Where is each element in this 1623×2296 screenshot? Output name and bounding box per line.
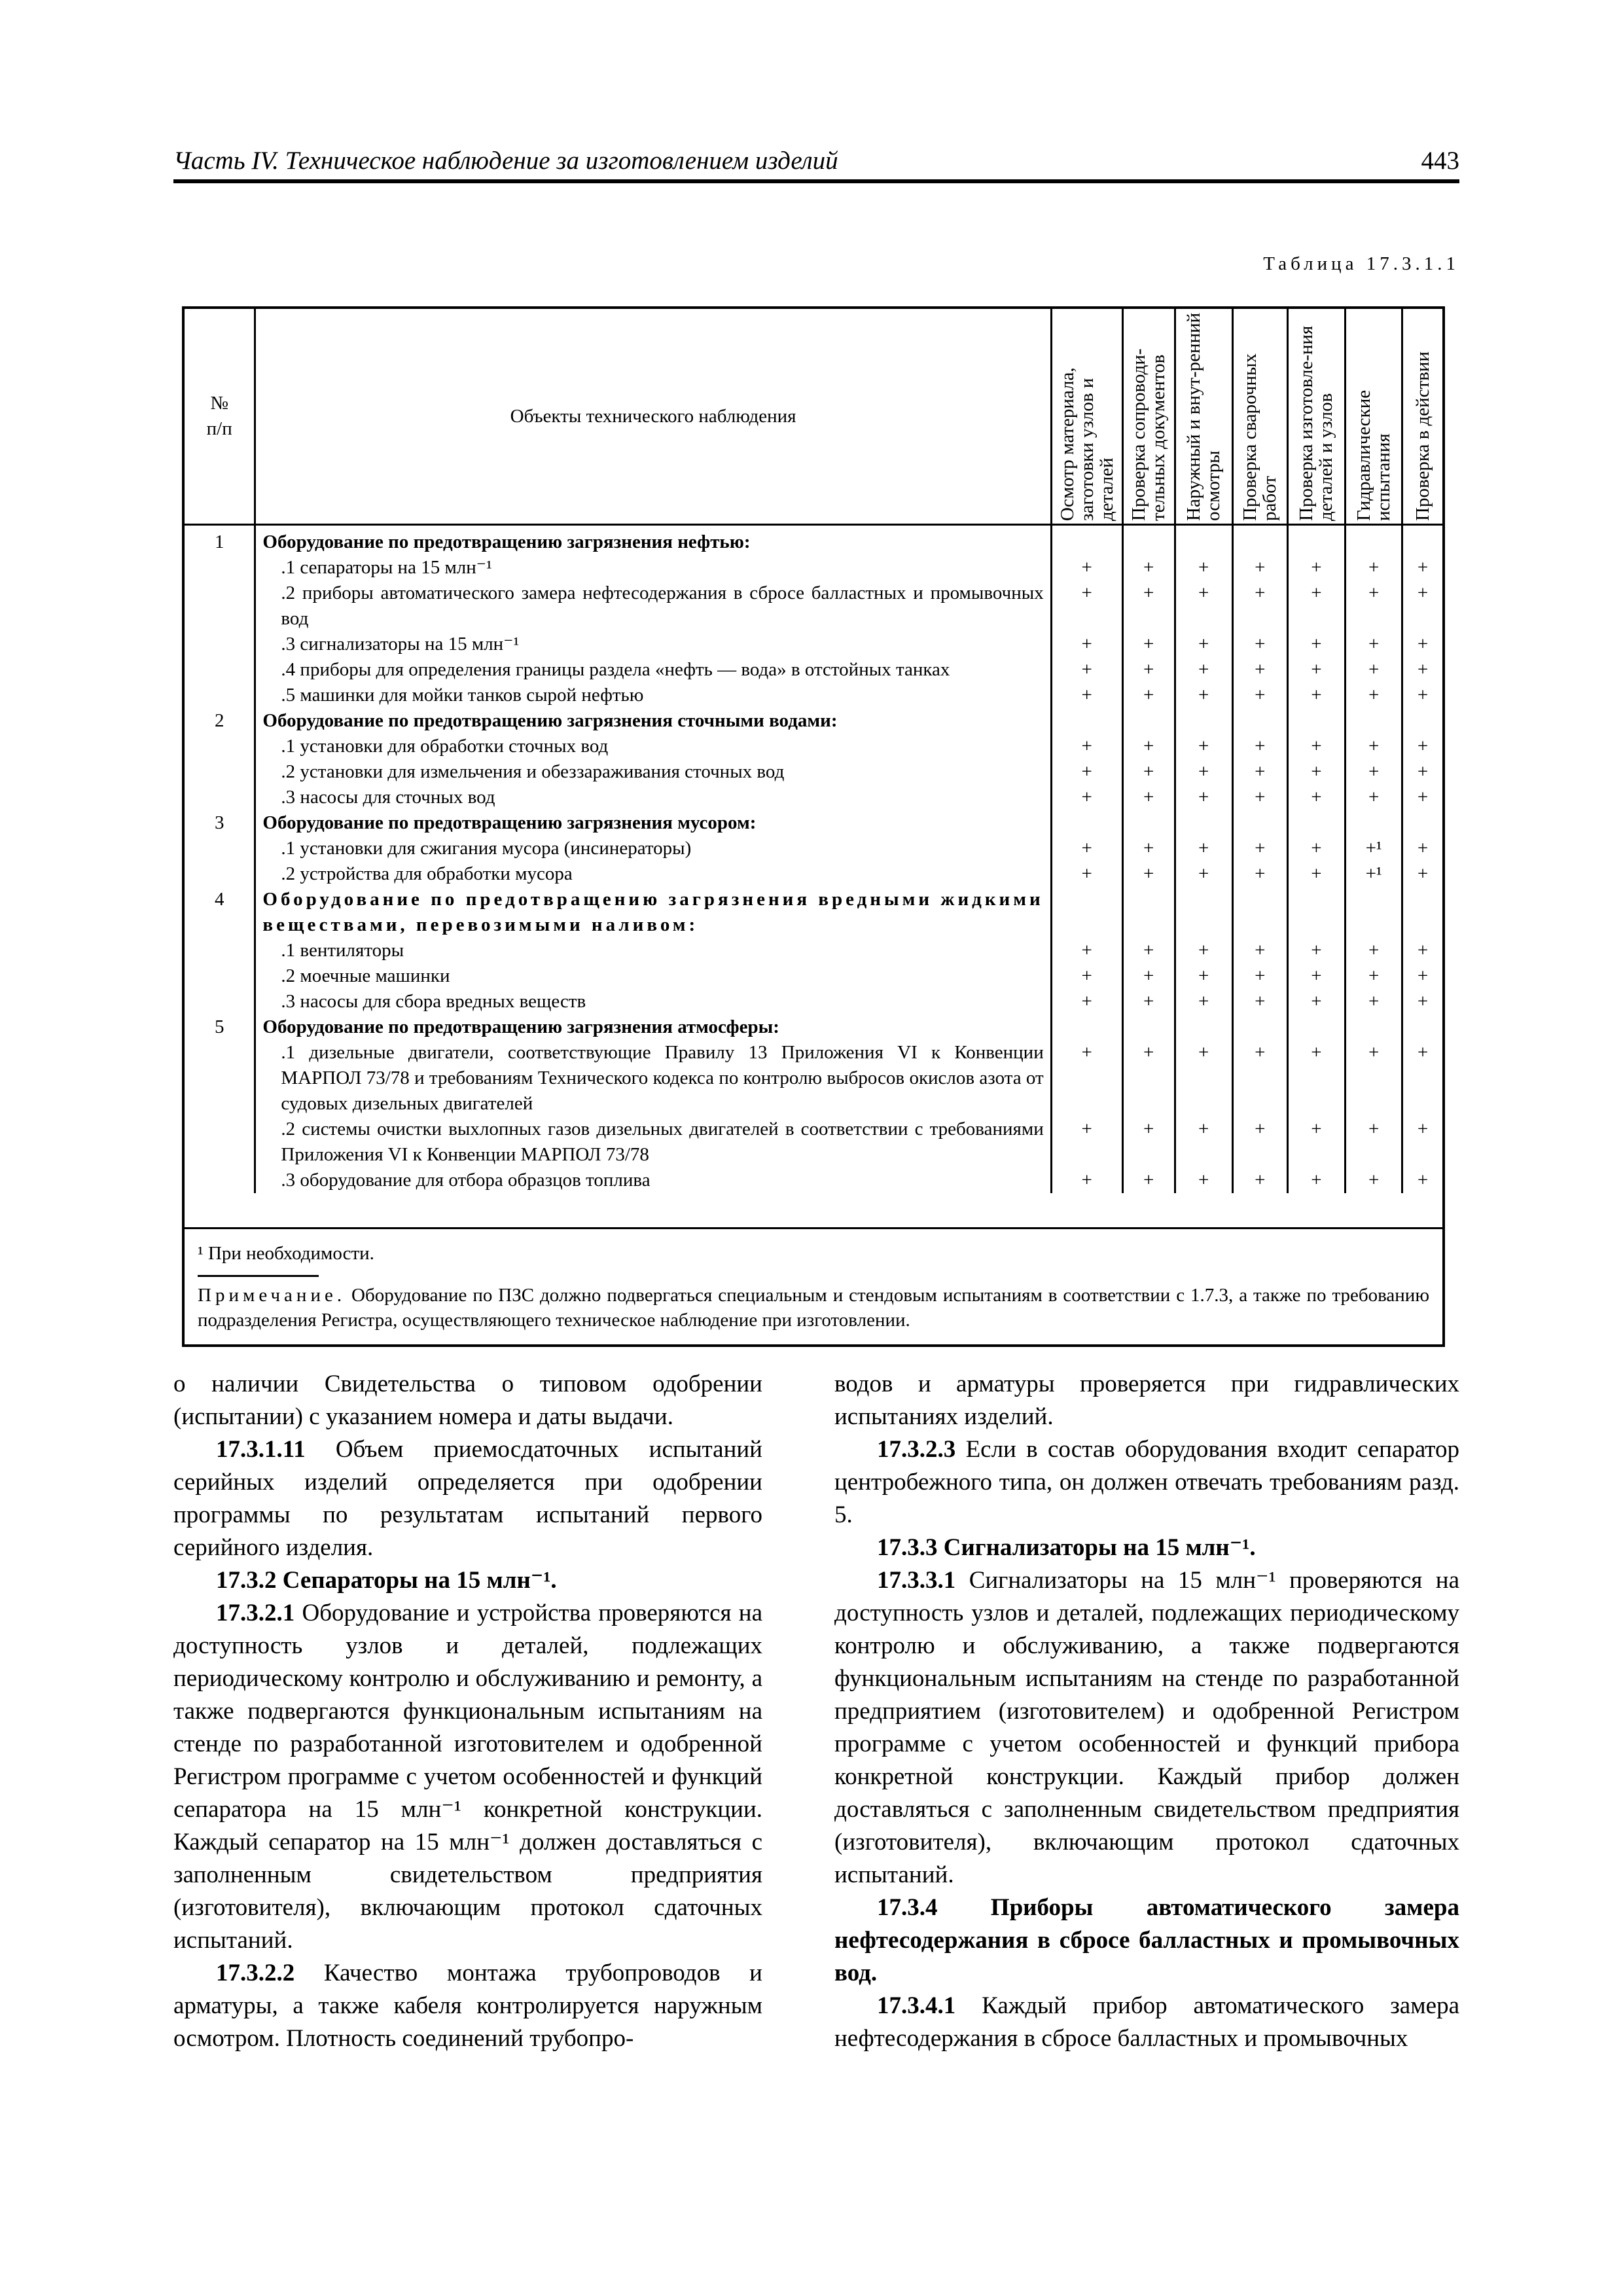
check-mark (1122, 708, 1175, 734)
check-mark (1051, 1014, 1122, 1040)
item-text: .1 установки для обработки сточных вод (255, 734, 1051, 759)
table-row (185, 1117, 1442, 1168)
table-row (185, 810, 1442, 836)
check-mark: + (1051, 555, 1122, 581)
item-text: .2 моечные машинки (255, 963, 1051, 989)
table-row (185, 1014, 1442, 1040)
row-number: 4 (214, 889, 224, 910)
row-number: 5 (214, 1016, 224, 1037)
paragraph (834, 1433, 1459, 1532)
paragraph (173, 1957, 762, 2055)
check-mark: + (1287, 938, 1345, 963)
col-header-check-3-text: Наружный и внут-ренний осмотры (1183, 312, 1224, 521)
paragraph-text: Качество монтажа трубопроводов и арматуры, а также кабеля контролируется наружным осмотром. Плотность соединений трубопро- (173, 1960, 762, 2052)
check-mark: + (1122, 785, 1175, 810)
group-title: Оборудование по предотвращению загрязнения нефтью: (255, 525, 1051, 556)
check-mark: + (1232, 632, 1287, 657)
check-mark (1232, 810, 1287, 836)
check-mark (1402, 810, 1442, 836)
check-mark: + (1287, 1168, 1345, 1193)
table-row (185, 963, 1442, 989)
check-mark: + (1232, 861, 1287, 887)
check-mark: + (1232, 938, 1287, 963)
check-mark: + (1232, 1117, 1287, 1168)
section-heading: 17.3.3 Сигнализаторы на 15 млн⁻¹. (877, 1534, 1256, 1561)
check-mark (1122, 810, 1175, 836)
row-number: 3 (214, 812, 224, 833)
check-mark: + (1175, 938, 1232, 963)
check-mark (1232, 1014, 1287, 1040)
item-text: .2 устройства для обработки мусора (255, 861, 1051, 887)
check-mark (1175, 887, 1232, 938)
objects-table (185, 309, 1442, 1193)
table-row (185, 525, 1442, 556)
check-mark: + (1051, 657, 1122, 683)
check-mark: + (1122, 555, 1175, 581)
check-mark: + (1287, 759, 1345, 785)
clause-number: 17.3.2.3 (877, 1436, 956, 1463)
check-mark: + (1232, 657, 1287, 683)
check-mark: + (1051, 938, 1122, 963)
col-header-check-6-text: Гидравлические испытания (1353, 389, 1395, 521)
check-mark: + (1287, 861, 1345, 887)
check-mark: + (1122, 1168, 1175, 1193)
check-mark: + (1232, 683, 1287, 708)
item-text: .1 вентиляторы (255, 938, 1051, 963)
item-text: .1 дизельные двигатели, соответствующие Правилу 13 Приложения VI к Конвенции МАРПОЛ 73/78 и требованиям Технического кодекса по контролю выбросов окислов азота от судовых дизельных двигателей (255, 1040, 1051, 1117)
table-notes (185, 1227, 1442, 1344)
group-title: Оборудование по предотвращению загрязнения мусором: (255, 810, 1051, 836)
table-row (185, 1168, 1442, 1193)
col-header-check-6 (1346, 309, 1402, 525)
check-mark: + (1287, 683, 1345, 708)
check-mark: + (1402, 1117, 1442, 1168)
col-header-check-2-text: Проверка сопроводи-тельных документов (1128, 348, 1169, 521)
check-mark (1051, 887, 1122, 938)
check-mark (1232, 525, 1287, 556)
check-mark: + (1287, 989, 1345, 1014)
check-mark: + (1122, 581, 1175, 632)
table-row (185, 581, 1442, 632)
row-number (185, 555, 255, 581)
check-mark: + (1346, 989, 1402, 1014)
row-number (185, 861, 255, 887)
check-mark: + (1122, 632, 1175, 657)
check-mark: + (1346, 683, 1402, 708)
check-mark: + (1402, 632, 1442, 657)
col-header-check-5-text: Проверка изготовле-ния деталей и узлов (1296, 325, 1337, 521)
item-text: .3 насосы для сбора вредных веществ (255, 989, 1051, 1014)
check-mark: +¹ (1346, 836, 1402, 861)
check-mark (1287, 525, 1345, 556)
paragraph-text: Оборудование и устройства проверяются на доступность узлов и деталей, подлежащих периодическому контролю и обслуживанию и ремонту, а также подвергаются функциональным испытаниям на стенде по разработанной изготовителем и одобренной Регистром программе с учетом особенностей и функций сепаратора на 15 млн⁻¹ конкретной конструкции. Каждый сепаратор на 15 млн⁻¹ должен доставляться с заполненным свидетельством предприятия (изготовителя), включающим протокол сдаточных испытаний. (173, 1600, 762, 1954)
item-text: .5 машинки для мойки танков сырой нефтью (255, 683, 1051, 708)
table-row (185, 785, 1442, 810)
check-mark (1346, 887, 1402, 938)
item-text: .1 сепараторы на 15 млн⁻¹ (255, 555, 1051, 581)
check-mark (1287, 1014, 1345, 1040)
check-mark: + (1051, 683, 1122, 708)
paragraph (173, 1597, 762, 1957)
check-mark: + (1122, 836, 1175, 861)
check-mark: + (1051, 581, 1122, 632)
check-mark: + (1402, 555, 1442, 581)
check-mark: + (1175, 734, 1232, 759)
check-mark (1346, 525, 1402, 556)
item-text: .3 оборудование для отбора образцов топлива (255, 1168, 1051, 1193)
check-mark: + (1175, 1168, 1232, 1193)
table-row (185, 555, 1442, 581)
col-header-check-4 (1232, 309, 1287, 525)
col-header-check-5 (1287, 309, 1345, 525)
item-text: .2 приборы автоматического замера нефтесодержания в сбросе балластных и промывочных вод (255, 581, 1051, 632)
table-row (185, 887, 1442, 938)
check-mark: + (1232, 555, 1287, 581)
row-number (185, 1040, 255, 1117)
check-mark (1175, 1014, 1232, 1040)
table-row (185, 708, 1442, 734)
row-number (185, 581, 255, 632)
check-mark: + (1346, 759, 1402, 785)
check-mark: + (1232, 734, 1287, 759)
col-header-objects: Объекты технического наблюдения (255, 309, 1051, 525)
check-mark: + (1122, 963, 1175, 989)
note-text: Оборудование по ПЗС должно подвергаться специальным и стендовым испытаниям в соответствии с 1.7.3, а также по требованию подразделения Регистра, осуществляющего техническое наблюдение при изготовлении. (198, 1285, 1429, 1331)
page-number: 443 (1421, 147, 1459, 175)
check-mark: + (1175, 785, 1232, 810)
check-mark: + (1402, 759, 1442, 785)
group-title: Оборудование по предотвращению загрязнения вредными жидкими веществами, перевозимыми наливом: (255, 887, 1051, 938)
check-mark: + (1346, 938, 1402, 963)
row-number: 1 (214, 531, 224, 552)
group-title: Оборудование по предотвращению загрязнения атмосферы: (255, 1014, 1051, 1040)
item-text: .1 установки для сжигания мусора (инсинераторы) (255, 836, 1051, 861)
check-mark (1402, 887, 1442, 938)
check-mark: + (1346, 555, 1402, 581)
table-row (185, 683, 1442, 708)
table-row (185, 632, 1442, 657)
section-heading: 17.3.4 Приборы автоматического замера нефтесодержания в сбросе балластных и промывочных вод. (834, 1894, 1459, 1986)
col-header-num: № п/п (185, 309, 255, 525)
table-row (185, 938, 1442, 963)
check-mark: + (1122, 861, 1175, 887)
row-number (185, 734, 255, 759)
table-row (185, 989, 1442, 1014)
item-text: .3 насосы для сточных вод (255, 785, 1051, 810)
check-mark: + (1402, 836, 1442, 861)
table-row (185, 759, 1442, 785)
check-mark: + (1232, 1040, 1287, 1117)
check-mark (1232, 887, 1287, 938)
check-mark: + (1051, 734, 1122, 759)
row-number (185, 683, 255, 708)
footnote: ¹ При необходимости. (198, 1243, 374, 1264)
check-mark: + (1051, 836, 1122, 861)
clause-number: 17.3.1.11 (216, 1436, 306, 1463)
row-number (185, 989, 255, 1014)
check-mark: + (1402, 861, 1442, 887)
item-text: .3 сигнализаторы на 15 млн⁻¹ (255, 632, 1051, 657)
paragraph-text: о наличии Свидетельства о типовом одобрении (испытании) с указанием номера и даты выдачи. (173, 1371, 762, 1430)
footnote-rule (198, 1275, 319, 1277)
item-text: .4 приборы для определения границы раздела «нефть — вода» в отстойных танках (255, 657, 1051, 683)
paragraph (173, 1433, 762, 1564)
paragraph (834, 1564, 1459, 1892)
check-mark (1346, 1014, 1402, 1040)
check-mark: + (1346, 1117, 1402, 1168)
check-mark (1051, 708, 1122, 734)
table-row (185, 836, 1442, 861)
check-mark: + (1346, 1040, 1402, 1117)
row-number (185, 963, 255, 989)
paragraph-text: Объем приемосдаточных испытаний серийных изделий определяется при одобрении программы по результатам испытаний первого серийного изделия. (173, 1436, 762, 1561)
check-mark: + (1232, 1168, 1287, 1193)
paragraph-text: водов и арматуры проверяется при гидравлических испытаниях изделий. (834, 1371, 1459, 1430)
check-mark: + (1175, 581, 1232, 632)
check-mark: + (1122, 683, 1175, 708)
check-mark: + (1287, 657, 1345, 683)
table-body (185, 525, 1442, 1194)
row-number (185, 759, 255, 785)
item-text: .2 системы очистки выхлопных газов дизельных двигателей в соответствии с требованиями Приложения VI к Конвенции МАРПОЛ 73/78 (255, 1117, 1051, 1168)
check-mark: + (1175, 657, 1232, 683)
check-mark: + (1175, 759, 1232, 785)
group-title: Оборудование по предотвращению загрязнения сточными водами: (255, 708, 1051, 734)
paragraph-text: Сигнализаторы на 15 млн⁻¹ проверяются на доступность узлов и деталей, подлежащих периодическому контролю и обслуживанию, а также подвергаются функциональным испытаниям на стенде по разработанной предприятием (изготовителем) и одобренной Регистром программе с учетом особенностей и функций прибора конкретной конструкции. Каждый прибор должен доставляться с заполненным свидетельством предприятия (изготовителя), включающим протокол сдаточных испытаний. (834, 1567, 1459, 1888)
check-mark (1402, 525, 1442, 556)
check-mark (1287, 887, 1345, 938)
check-mark: + (1051, 1168, 1122, 1193)
check-mark: + (1287, 632, 1345, 657)
running-header (173, 143, 1459, 183)
check-mark: + (1175, 963, 1232, 989)
check-mark: + (1402, 785, 1442, 810)
table-row (185, 734, 1442, 759)
check-mark: + (1287, 785, 1345, 810)
table-row (185, 657, 1442, 683)
check-mark (1175, 708, 1232, 734)
row-number (185, 657, 255, 683)
check-mark: + (1051, 861, 1122, 887)
left-text-column (173, 1368, 762, 2055)
check-mark: + (1051, 632, 1122, 657)
check-mark: + (1346, 581, 1402, 632)
check-mark: + (1232, 963, 1287, 989)
check-mark: + (1232, 759, 1287, 785)
check-mark: + (1051, 1117, 1122, 1168)
check-mark: + (1232, 785, 1287, 810)
check-mark: + (1232, 836, 1287, 861)
row-number (185, 632, 255, 657)
check-mark: + (1051, 963, 1122, 989)
check-mark (1175, 525, 1232, 556)
check-mark: + (1122, 734, 1175, 759)
row-number (185, 785, 255, 810)
check-mark: + (1287, 1040, 1345, 1117)
paragraph (834, 1368, 1459, 1433)
check-mark (1346, 810, 1402, 836)
section-heading: 17.3.2 Сепараторы на 15 млн⁻¹. (216, 1567, 557, 1594)
check-mark: + (1346, 632, 1402, 657)
check-mark: + (1122, 938, 1175, 963)
paragraph-text: Если в состав оборудования входит сепаратор центробежного типа, он должен отвечать требованиям разд. 5. (834, 1436, 1459, 1528)
check-mark (1287, 708, 1345, 734)
check-mark: + (1287, 963, 1345, 989)
check-mark: + (1346, 657, 1402, 683)
check-mark: + (1051, 989, 1122, 1014)
check-mark: + (1287, 734, 1345, 759)
check-mark: + (1402, 581, 1442, 632)
clause-number: 17.3.3.1 (877, 1567, 956, 1594)
check-mark: + (1175, 836, 1232, 861)
check-mark: + (1402, 938, 1442, 963)
check-mark (1051, 525, 1122, 556)
row-number (185, 1168, 255, 1193)
check-mark: + (1402, 963, 1442, 989)
note-label: Примечание. (198, 1285, 346, 1306)
check-mark: + (1232, 989, 1287, 1014)
right-text-column (834, 1368, 1459, 2055)
check-mark: + (1346, 1168, 1402, 1193)
header-title: Часть IV. Техническое наблюдение за изготовлением изделий (173, 147, 838, 175)
check-mark: +¹ (1346, 861, 1402, 887)
item-text: .2 установки для измельчения и обеззараживания сточных вод (255, 759, 1051, 785)
check-mark: + (1346, 785, 1402, 810)
check-mark: + (1175, 861, 1232, 887)
check-mark (1175, 810, 1232, 836)
check-mark (1122, 887, 1175, 938)
row-number (185, 938, 255, 963)
check-mark (1287, 810, 1345, 836)
check-mark: + (1346, 963, 1402, 989)
check-mark: + (1051, 1040, 1122, 1117)
check-mark: + (1402, 1040, 1442, 1117)
check-mark: + (1175, 1117, 1232, 1168)
check-mark (1051, 810, 1122, 836)
check-mark: + (1287, 1117, 1345, 1168)
check-mark (1402, 708, 1442, 734)
row-number (185, 836, 255, 861)
check-mark: + (1402, 989, 1442, 1014)
col-header-check-1-text: Осмотр материала, заготовки узлов и деталей (1056, 367, 1117, 521)
check-mark: + (1122, 1117, 1175, 1168)
clause-number: 17.3.2.1 (216, 1600, 295, 1626)
check-mark: + (1175, 632, 1232, 657)
table-caption: Таблица 17.3.1.1 (1263, 253, 1459, 274)
check-mark: + (1402, 683, 1442, 708)
check-mark: + (1122, 657, 1175, 683)
check-mark (1122, 1014, 1175, 1040)
check-mark: + (1175, 1040, 1232, 1117)
check-mark: + (1402, 734, 1442, 759)
check-mark: + (1051, 759, 1122, 785)
check-mark: + (1402, 657, 1442, 683)
col-header-check-2 (1122, 309, 1175, 525)
paragraph (173, 1368, 762, 1433)
check-mark: + (1287, 555, 1345, 581)
objects-table-frame (182, 306, 1445, 1347)
row-number (185, 1117, 255, 1168)
col-header-check-4-text: Проверка сварочных работ (1240, 353, 1281, 521)
check-mark (1346, 708, 1402, 734)
check-mark: + (1122, 989, 1175, 1014)
col-header-check-3 (1175, 309, 1232, 525)
check-mark (1122, 525, 1175, 556)
col-header-check-1 (1051, 309, 1122, 525)
check-mark (1402, 1014, 1442, 1040)
clause-number: 17.3.4.1 (877, 1992, 956, 2019)
check-mark: + (1122, 759, 1175, 785)
table-row (185, 861, 1442, 887)
col-header-check-7 (1402, 309, 1442, 525)
clause-number: 17.3.2.2 (216, 1960, 295, 1986)
check-mark: + (1175, 683, 1232, 708)
check-mark: + (1122, 1040, 1175, 1117)
check-mark: + (1175, 989, 1232, 1014)
check-mark: + (1175, 555, 1232, 581)
paragraph (834, 1990, 1459, 2055)
table-row (185, 1040, 1442, 1117)
check-mark: + (1232, 581, 1287, 632)
check-mark: + (1051, 785, 1122, 810)
paragraph-text: Каждый прибор автоматического замера нефтесодержания в сбросе балластных и промывочных (834, 1992, 1459, 2052)
check-mark: + (1402, 1168, 1442, 1193)
row-number: 2 (214, 710, 224, 731)
check-mark (1232, 708, 1287, 734)
check-mark: + (1287, 836, 1345, 861)
check-mark: + (1346, 734, 1402, 759)
check-mark: + (1287, 581, 1345, 632)
col-header-check-7-text: Проверка в действии (1412, 351, 1434, 521)
table-note (198, 1283, 1429, 1333)
